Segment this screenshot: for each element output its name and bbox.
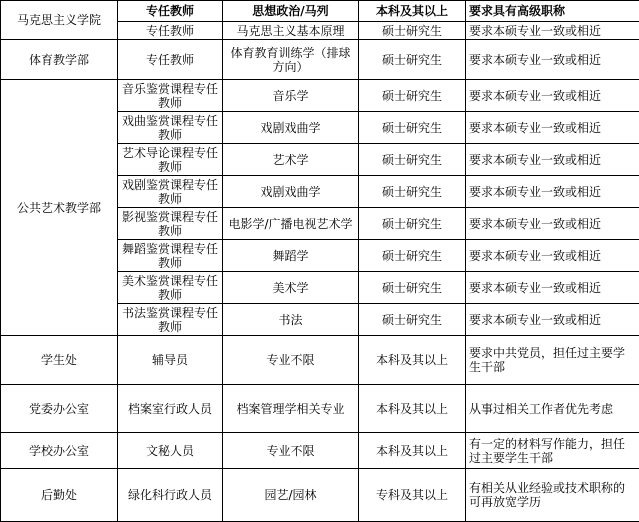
- position-cell: 美术鉴赏课程专任教师: [118, 272, 223, 304]
- education-cell: 硕士研究生: [359, 304, 466, 336]
- header-major: 思想政治/马列: [223, 1, 359, 22]
- dept-cell: 党委办公室: [1, 385, 118, 433]
- major-cell: 体育教育训练学（排球方向）: [223, 40, 359, 80]
- requirement-cell: 有一定的材料写作能力，担任过主要学生干部: [466, 433, 639, 469]
- dept-cell: 学生处: [1, 336, 118, 385]
- dept-cell: 后勤处: [1, 469, 118, 522]
- requirement-cell: 要求本硕专业一致或相近: [466, 112, 639, 144]
- requirement-cell: 要求本硕专业一致或相近: [466, 208, 639, 240]
- education-cell: 硕士研究生: [359, 144, 466, 176]
- major-cell: 美术学: [223, 272, 359, 304]
- education-cell: 硕士研究生: [359, 80, 466, 112]
- dept-cell: 公共艺术教学部: [1, 80, 118, 336]
- major-cell: 专业不限: [223, 336, 359, 385]
- education-cell: 硕士研究生: [359, 112, 466, 144]
- position-cell: 戏剧鉴赏课程专任教师: [118, 176, 223, 208]
- dept-cell: 体育教学部: [1, 40, 118, 80]
- major-cell: 马克思主义基本原理: [223, 22, 359, 40]
- education-cell: 硕士研究生: [359, 272, 466, 304]
- education-cell: 硕士研究生: [359, 176, 466, 208]
- dept-cell: 学校办公室: [1, 433, 118, 469]
- major-cell: 园艺/园林: [223, 469, 359, 522]
- requirement-cell: 从事过相关工作者优先考虑: [466, 385, 639, 433]
- header-position: 专任教师: [118, 1, 223, 22]
- position-cell: 艺术导论课程专任教师: [118, 144, 223, 176]
- major-cell: 戏剧戏曲学: [223, 112, 359, 144]
- education-cell: 硕士研究生: [359, 240, 466, 272]
- position-cell: 档案室行政人员: [118, 385, 223, 433]
- major-cell: 专业不限: [223, 433, 359, 469]
- major-cell: 戏剧戏曲学: [223, 176, 359, 208]
- position-cell: 专任教师: [118, 22, 223, 40]
- major-cell: 舞蹈学: [223, 240, 359, 272]
- education-cell: 本科及其以上: [359, 433, 466, 469]
- requirement-cell: 要求本硕专业一致或相近: [466, 22, 639, 40]
- education-cell: 专科及其以上: [359, 469, 466, 522]
- requirement-cell: 要求本硕专业一致或相近: [466, 80, 639, 112]
- position-cell: 音乐鉴赏课程专任教师: [118, 80, 223, 112]
- dept-cell: 马克思主义学院: [1, 1, 118, 40]
- requirement-cell: 有相关从业经验或技术职称的可再放宽学历: [466, 469, 639, 522]
- table-row: [1, 433, 639, 469]
- table-row: [1, 385, 639, 433]
- header-row: [1, 1, 639, 22]
- education-cell: 本科及其以上: [359, 385, 466, 433]
- education-cell: 硕士研究生: [359, 208, 466, 240]
- position-cell: 绿化科行政人员: [118, 469, 223, 522]
- education-cell: 本科及其以上: [359, 336, 466, 385]
- position-cell: 影视鉴赏课程专任教师: [118, 208, 223, 240]
- header-education: 本科及其以上: [359, 1, 466, 22]
- header-requirement: 要求具有高级职称: [466, 1, 639, 22]
- position-cell: 辅导员: [118, 336, 223, 385]
- requirement-cell: 要求本硕专业一致或相近: [466, 304, 639, 336]
- major-cell: 书法: [223, 304, 359, 336]
- requirement-cell: 要求本硕专业一致或相近: [466, 240, 639, 272]
- major-cell: 音乐学: [223, 80, 359, 112]
- table-row: [1, 80, 639, 112]
- table-row: [1, 336, 639, 385]
- table-row: [1, 469, 639, 522]
- major-cell: 电影学/广播电视艺术学: [223, 208, 359, 240]
- requirement-cell: 要求中共党员，担任过主要学生干部: [466, 336, 639, 385]
- position-cell: 文秘人员: [118, 433, 223, 469]
- education-cell: 硕士研究生: [359, 22, 466, 40]
- position-cell: 专任教师: [118, 40, 223, 80]
- position-cell: 戏曲鉴赏课程专任教师: [118, 112, 223, 144]
- position-cell: 舞蹈鉴赏课程专任教师: [118, 240, 223, 272]
- requirement-cell: 要求本硕专业一致或相近: [466, 144, 639, 176]
- requirement-cell: 要求本硕专业一致或相近: [466, 176, 639, 208]
- major-cell: 档案管理学相关专业: [223, 385, 359, 433]
- position-cell: 书法鉴赏课程专任教师: [118, 304, 223, 336]
- table-row: [1, 40, 639, 80]
- education-cell: 硕士研究生: [359, 40, 466, 80]
- requirement-cell: 要求本硕专业一致或相近: [466, 272, 639, 304]
- major-cell: 艺术学: [223, 144, 359, 176]
- requirement-cell: 要求本硕专业一致或相近: [466, 40, 639, 80]
